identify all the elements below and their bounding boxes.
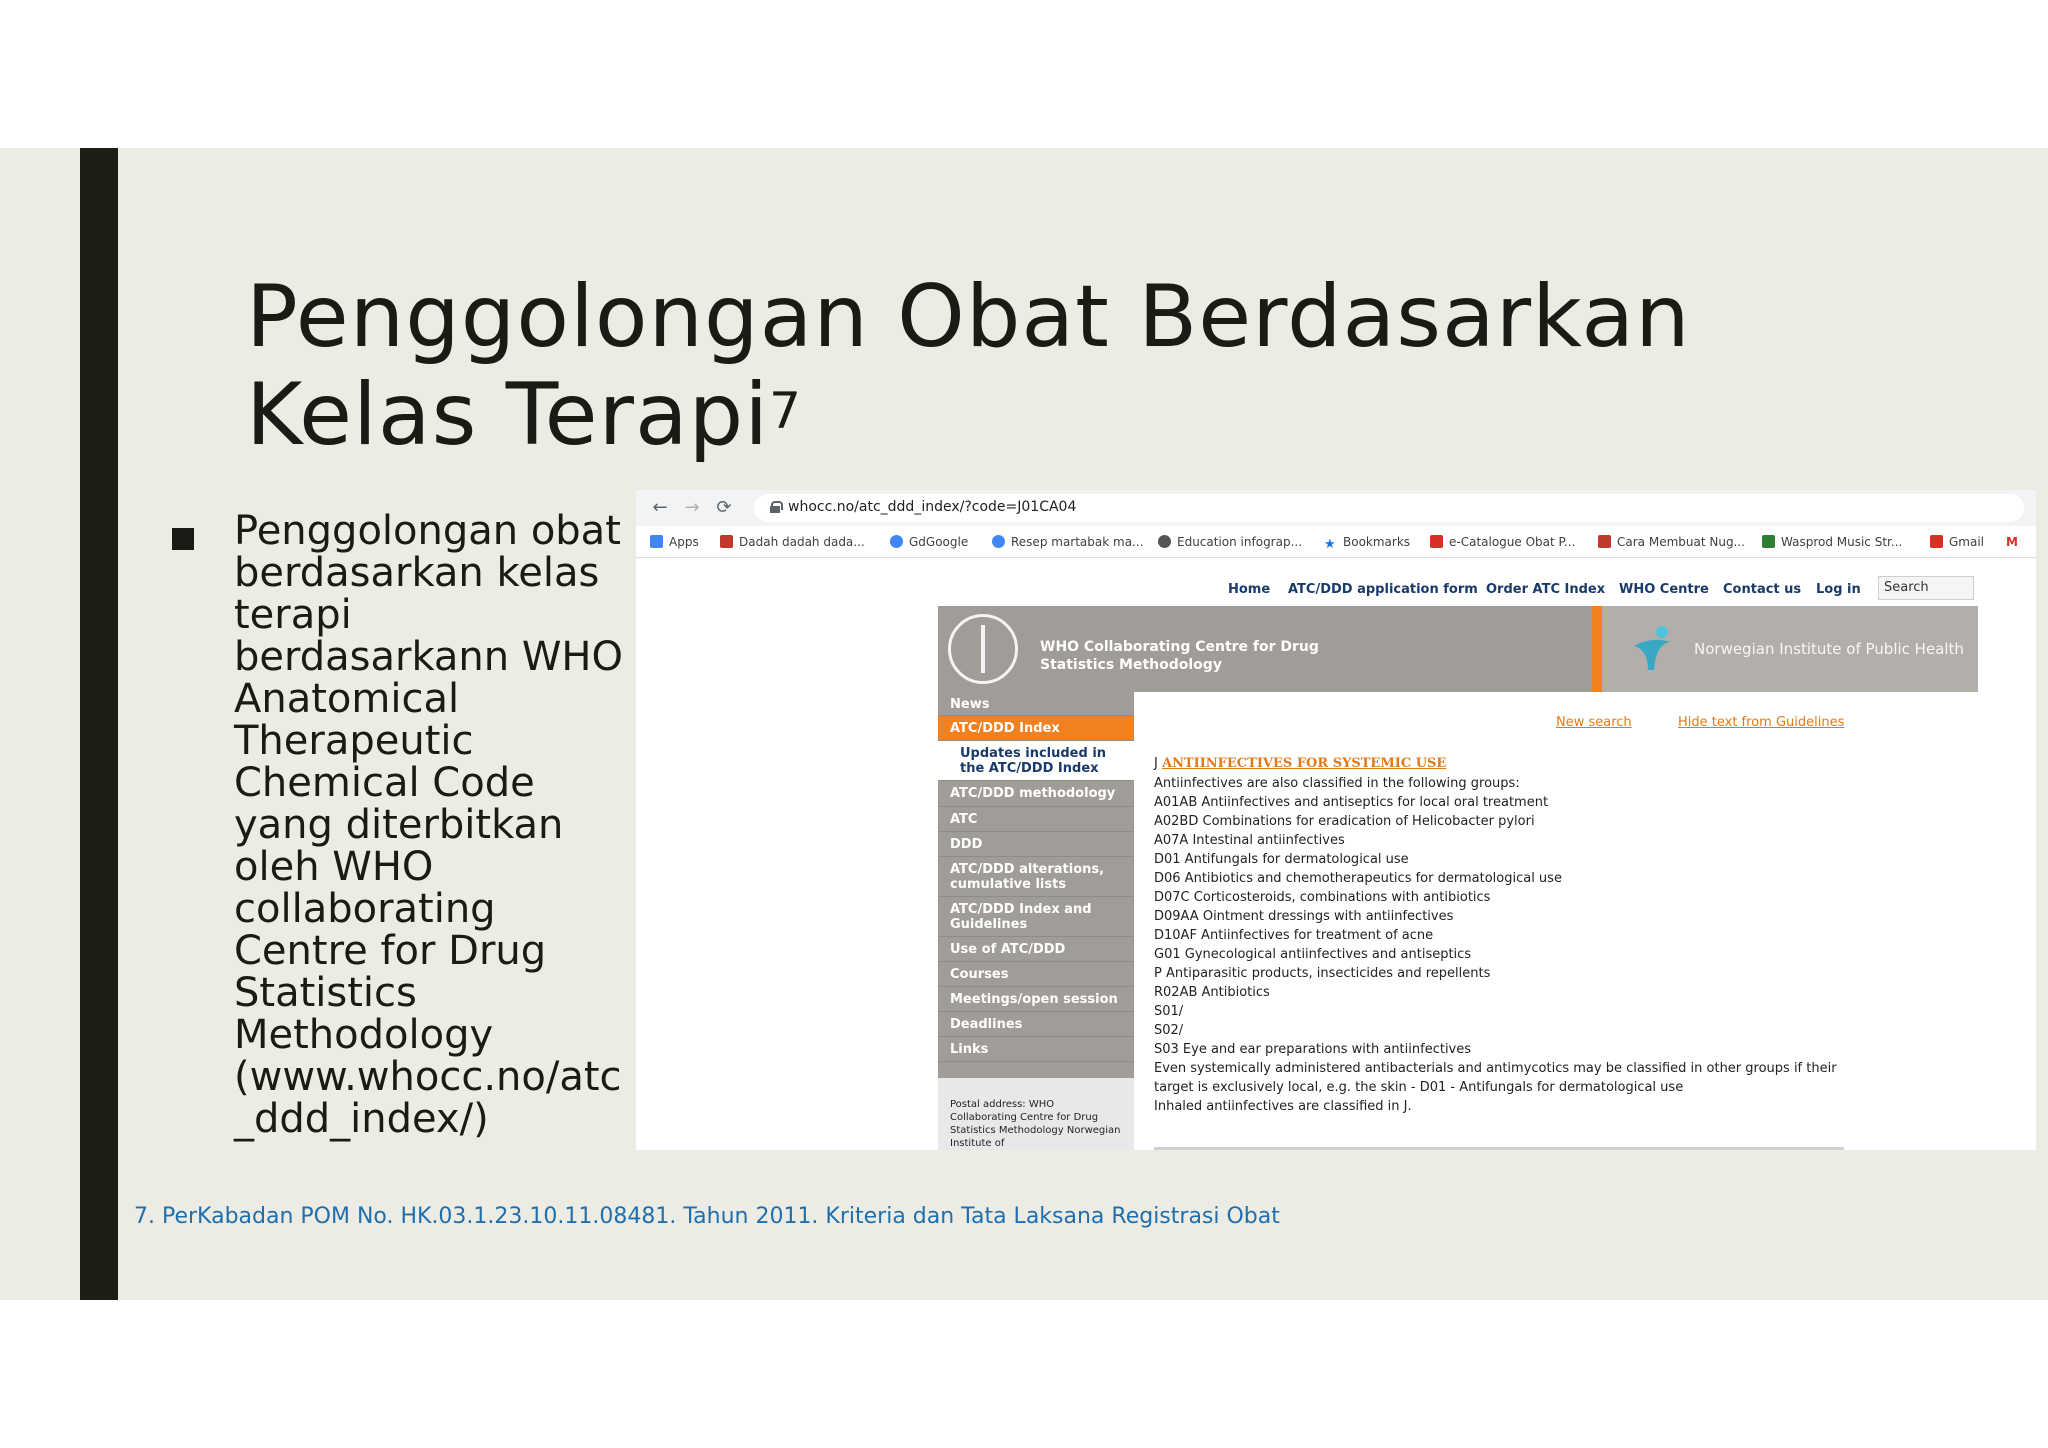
bookmark-item[interactable] bbox=[720, 535, 865, 549]
nav-log-in[interactable]: Log in bbox=[1816, 582, 1861, 597]
atc-heading bbox=[1154, 756, 1446, 771]
menu-links[interactable]: Links bbox=[938, 1037, 1134, 1062]
footnote: 7. PerKabadan POM No. HK.03.1.23.10.11.08481. Tahun 2011. Kriteria dan Tata Laksana Registrasi Obat bbox=[134, 1204, 1280, 1229]
menu-deadlines[interactable]: Deadlines bbox=[938, 1012, 1134, 1037]
atc-line: A07A Intestinal antiinfectives bbox=[1154, 833, 1345, 848]
atc-group-link[interactable]: ANTIINFECTIVES FOR SYSTEMIC USE bbox=[1161, 756, 1447, 771]
bookmarks-bar bbox=[636, 526, 2036, 558]
browser-toolbar bbox=[636, 490, 2036, 526]
banner-divider bbox=[1592, 606, 1602, 692]
hide-text-link[interactable]: Hide text from Guidelines bbox=[1678, 715, 1845, 730]
atc-line: Antiinfectives are also classified in the following groups: bbox=[1154, 776, 1520, 791]
who-emblem-icon bbox=[948, 614, 1018, 684]
menu-alterations[interactable]: ATC/DDD alterations, cumulative lists bbox=[938, 857, 1134, 897]
atc-line: A02BD Combinations for eradication of Helicobacter pylori bbox=[1154, 814, 1535, 829]
browser-screenshot bbox=[636, 490, 2036, 1150]
menu-atc[interactable]: ATC bbox=[938, 807, 1134, 832]
site-banner bbox=[938, 606, 1978, 692]
atc-line: S02/ bbox=[1154, 1023, 1184, 1038]
atc-line: D07C Corticosteroids, combinations with antibiotics bbox=[1154, 890, 1491, 905]
slide-accent-bar bbox=[80, 148, 118, 1300]
title-line-1: Penggolongan Obat Berdasarkan bbox=[246, 267, 1691, 367]
bullet-text: Penggolongan obat berdasarkan kelas terapi berdasarkann WHO Anatomical Therapeutic Chemical Code yang diterbitkan oleh WHO collaborating Centre for Drug Statistics Methodology (www.whocc.no/atc _ddd_index/) bbox=[234, 508, 623, 1142]
favicon-icon bbox=[1598, 535, 1611, 548]
bookmark-item[interactable] bbox=[1430, 535, 1575, 549]
nip-title: Norwegian Institute of Public Health bbox=[1694, 640, 1964, 658]
bookmark-label: GdGoogle bbox=[909, 535, 969, 549]
bookmark-label: Education infograp... bbox=[1177, 535, 1303, 549]
nav-contact-us[interactable]: Contact us bbox=[1723, 582, 1802, 597]
nav-who-centre[interactable]: WHO Centre bbox=[1619, 582, 1709, 597]
menu-ddd[interactable]: DDD bbox=[938, 832, 1134, 857]
bookmark-label: Apps bbox=[669, 535, 699, 549]
bookmark-gmail-2[interactable]: M bbox=[2006, 535, 2018, 549]
atc-line: R02AB Antibiotics bbox=[1154, 985, 1270, 1000]
nav-home[interactable]: Home bbox=[1228, 582, 1271, 597]
atc-line: D01 Antifungals for dermatological use bbox=[1154, 852, 1409, 867]
globe-icon bbox=[1158, 535, 1171, 548]
bookmark-label: Resep martabak ma... bbox=[1011, 535, 1144, 549]
atc-line: S01/ bbox=[1154, 1004, 1184, 1019]
atc-content bbox=[1136, 692, 1978, 1150]
cut-off-text-row bbox=[1154, 1147, 1844, 1150]
reload-icon[interactable]: ⟳ bbox=[716, 497, 732, 518]
bookmark-item[interactable] bbox=[992, 535, 1144, 549]
favicon-icon bbox=[1762, 535, 1775, 548]
title-superscript: 7 bbox=[769, 382, 802, 440]
bookmark-label: Wasprod Music Str... bbox=[1781, 535, 1903, 549]
site-search-input[interactable]: Search bbox=[1878, 576, 1974, 600]
bookmark-label: e-Catalogue Obat P... bbox=[1449, 535, 1576, 549]
star-icon: ★ bbox=[1324, 537, 1336, 552]
bookmark-item[interactable] bbox=[1158, 535, 1302, 549]
atc-line: A01AB Antiinfectives and antiseptics for local oral treatment bbox=[1154, 795, 1549, 810]
favicon-icon bbox=[1430, 535, 1443, 548]
title-line-2 bbox=[246, 366, 1946, 464]
bookmark-item[interactable] bbox=[1324, 535, 1410, 551]
address-bar[interactable] bbox=[754, 494, 2024, 522]
atc-line: P Antiparasitic products, insecticides and repellents bbox=[1154, 966, 1491, 981]
who-centre-title: WHO Collaborating Centre for Drug Statistics Methodology bbox=[1040, 639, 1319, 673]
bookmark-item[interactable] bbox=[1598, 535, 1745, 549]
atc-note: Even systemically administered antibacterials and antimycotics may be classified in other groups if their target is exclusively local, e.g. the skin - D01 - Antifungals for dermatological use bbox=[1154, 1061, 1837, 1095]
lock-icon bbox=[770, 501, 780, 513]
menu-news[interactable]: News bbox=[938, 692, 1134, 716]
menu-atc-ddd-index[interactable]: ATC/DDD Index bbox=[938, 716, 1134, 741]
bookmark-gmail[interactable] bbox=[1930, 535, 1984, 549]
url-text: whocc.no/atc_ddd_index/?code=J01CA04 bbox=[788, 499, 1077, 515]
nip-logo-icon bbox=[1632, 622, 1674, 672]
atc-line: D09AA Ointment dressings with antiinfectives bbox=[1154, 909, 1454, 924]
slide bbox=[0, 148, 2048, 1300]
menu-courses[interactable]: Courses bbox=[938, 962, 1134, 987]
google-icon bbox=[992, 535, 1005, 548]
bookmark-item[interactable] bbox=[1762, 535, 1902, 549]
atc-inhaled: Inhaled antiinfectives are classified in J. bbox=[1154, 1099, 1412, 1114]
bookmark-label: Gmail bbox=[1949, 535, 1985, 549]
menu-index-guidelines[interactable]: ATC/DDD Index and Guidelines bbox=[938, 897, 1134, 937]
new-search-link[interactable]: New search bbox=[1556, 715, 1632, 730]
site-sidebar bbox=[938, 692, 1134, 1150]
back-icon[interactable]: ← bbox=[652, 497, 668, 518]
nav-application-form[interactable]: ATC/DDD application form bbox=[1288, 582, 1478, 597]
menu-updates[interactable]: Updates included in the ATC/DDD Index bbox=[938, 741, 1134, 781]
postal-address: Postal address: WHO Collaborating Centre for Drug Statistics Methodology Norwegian Institute of bbox=[938, 1078, 1134, 1150]
nav-order-atc-index[interactable]: Order ATC Index bbox=[1486, 582, 1606, 597]
atc-line: S03 Eye and ear preparations with antiinfectives bbox=[1154, 1042, 1472, 1057]
bullet-square-icon bbox=[172, 528, 194, 550]
gmail-icon bbox=[1930, 535, 1943, 548]
atc-line: G01 Gynecological antiinfectives and antiseptics bbox=[1154, 947, 1472, 962]
menu-use-of-atc-ddd[interactable]: Use of ATC/DDD bbox=[938, 937, 1134, 962]
bookmark-apps[interactable] bbox=[650, 535, 699, 549]
bookmark-label: Dadah dadah dada... bbox=[739, 535, 865, 549]
menu-methodology[interactable]: ATC/DDD methodology bbox=[938, 781, 1134, 807]
apps-grid-icon bbox=[650, 535, 663, 548]
bookmark-label: Bookmarks bbox=[1343, 535, 1411, 549]
menu-meetings[interactable]: Meetings/open session bbox=[938, 987, 1134, 1012]
google-icon bbox=[890, 535, 903, 548]
forward-icon[interactable]: → bbox=[684, 497, 700, 518]
atc-text-lines bbox=[1154, 774, 1974, 1116]
atc-code: J bbox=[1154, 756, 1158, 771]
atc-line: D10AF Antiinfectives for treatment of acne bbox=[1154, 928, 1434, 943]
atc-line: D06 Antibiotics and chemotherapeutics for dermatological use bbox=[1154, 871, 1562, 886]
slide-title bbox=[246, 268, 1946, 464]
bookmark-item[interactable] bbox=[890, 535, 968, 549]
bookmark-label: Cara Membuat Nug... bbox=[1617, 535, 1745, 549]
title-line-2-text: Kelas Terapi bbox=[246, 365, 770, 465]
nip-section bbox=[1602, 606, 1978, 692]
favicon-icon bbox=[720, 535, 733, 548]
